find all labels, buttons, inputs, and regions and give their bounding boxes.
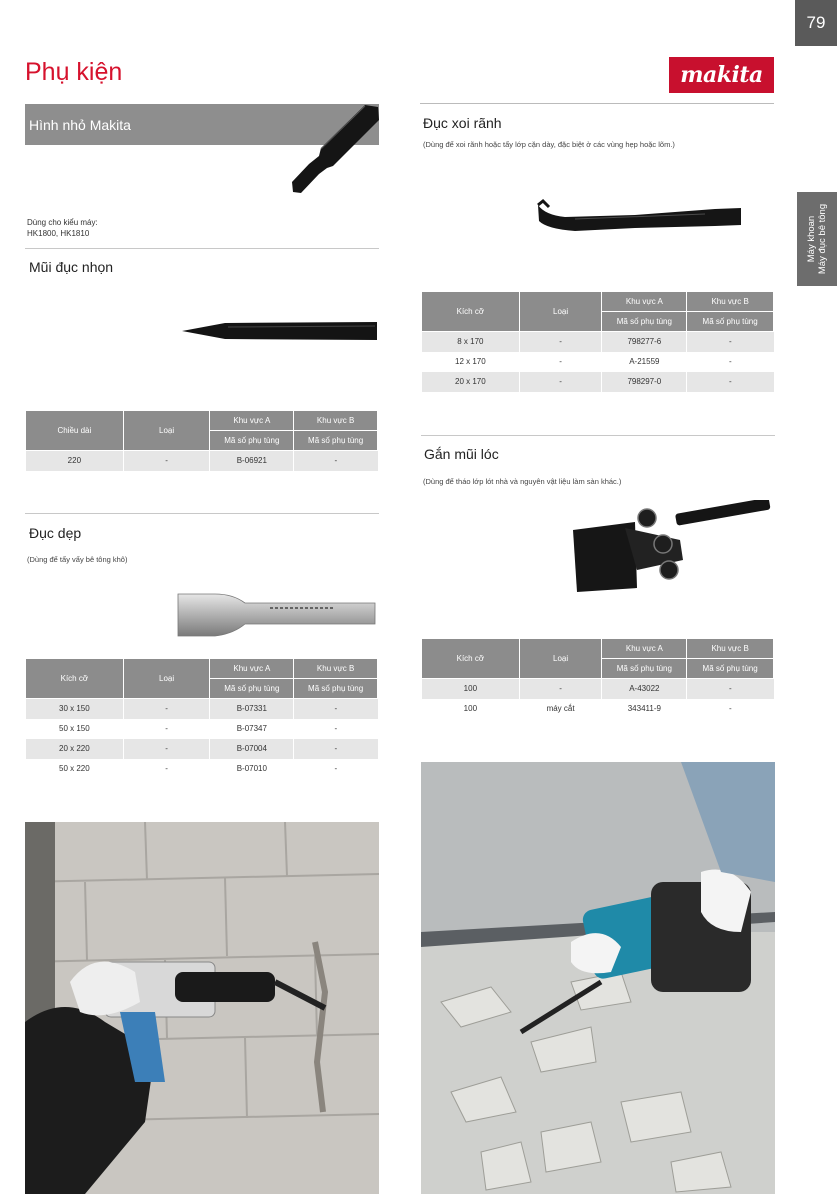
intro-bar-title: Hình nhỏ Makita (25, 104, 379, 145)
divider (25, 248, 379, 249)
table-row: 12 x 170 - A-21559 - (422, 352, 774, 372)
flat-chisel-image (175, 590, 380, 640)
table-row: 50 x 220 - B-07010 - (26, 759, 378, 779)
scraper-note: (Dùng để tháo lớp lót nhà và nguyên vật liệu làm sàn khác.) (423, 477, 622, 486)
column-header: Mã số phụ tùng (210, 431, 294, 451)
divider (421, 435, 775, 436)
pointed-chisel-table (25, 410, 378, 471)
column-header: Loại (519, 292, 602, 332)
column-header: Mã số phụ tùng (210, 679, 294, 699)
column-header: Mã số phụ tùng (294, 679, 378, 699)
column-header: Mã số phụ tùng (602, 659, 687, 679)
column-header: Khu vực A (602, 292, 687, 312)
side-tab-line1: Máy khoan (806, 215, 817, 263)
column-header: Mã số phụ tùng (687, 312, 774, 332)
side-tab-line2: Máy đục bê tông (817, 203, 828, 275)
divider (25, 513, 379, 514)
scraper-table (421, 638, 774, 719)
column-header: Khu vực B (687, 639, 774, 659)
scraper-blade-image (565, 500, 775, 595)
groove-chisel-note: (Dùng để xoi rãnh hoặc tẩy lớp cặn dày, đặc biệt ở các vùng hẹp hoặc lõm.) (423, 140, 675, 149)
column-header: Chiều dài (26, 411, 124, 451)
column-header: Khu vực A (210, 411, 294, 431)
compatible-label: Dùng cho kiểu máy: (27, 218, 98, 227)
column-header: Mã số phụ tùng (294, 431, 378, 451)
flat-chisel-table (25, 658, 378, 779)
column-header: Kích cỡ (422, 639, 520, 679)
groove-chisel-title: Đục xoi rãnh (423, 115, 502, 131)
flat-chisel-note: (Dùng để tẩy vẩy bê tông khô) (27, 555, 128, 564)
column-header: Loại (519, 639, 602, 679)
column-header: Loại (123, 411, 210, 451)
makita-logo: makita (669, 57, 774, 93)
scraper-title: Gắn mũi lóc (424, 446, 499, 462)
column-header: Mã số phụ tùng (602, 312, 687, 332)
groove-chisel-image (535, 195, 745, 235)
column-header: Mã số phụ tùng (687, 659, 774, 679)
compatible-models: HK1800, HK1810 (27, 229, 90, 238)
page-title: Phụ kiện (25, 58, 123, 86)
column-header: Khu vực B (687, 292, 774, 312)
groove-chisel-table (421, 291, 774, 392)
column-header: Khu vực A (210, 659, 294, 679)
table-row: 8 x 170 - 798277-6 - (422, 332, 774, 352)
table-row: 220 - B-06921 - (26, 451, 378, 471)
shank-chisel-image (285, 104, 380, 196)
pointed-chisel-title: Mũi đục nhọn (29, 259, 114, 275)
side-tab[interactable] (797, 192, 837, 286)
column-header: Khu vực B (294, 659, 378, 679)
column-header: Khu vực A (602, 639, 687, 659)
table-row: 100 máy cắt 343411-9 - (422, 699, 774, 719)
table-row: 50 x 150 - B-07347 - (26, 719, 378, 739)
table-row: 100 - A-43022 - (422, 679, 774, 699)
photo-hammer-floor (421, 762, 775, 1194)
table-row: 30 x 150 - B-07331 - (26, 699, 378, 719)
page-number: 79 (795, 0, 837, 46)
table-row: 20 x 220 - B-07004 - (26, 739, 378, 759)
column-header: Khu vực B (294, 411, 378, 431)
column-header: Kích cỡ (26, 659, 124, 699)
flat-chisel-title: Đục dẹp (29, 525, 82, 541)
photo-hammer-wall (25, 822, 379, 1194)
column-header: Kích cỡ (422, 292, 520, 332)
table-row: 20 x 170 - 798297-0 - (422, 372, 774, 392)
divider (420, 103, 774, 104)
column-header: Loại (123, 659, 210, 699)
pointed-chisel-image (180, 320, 380, 342)
